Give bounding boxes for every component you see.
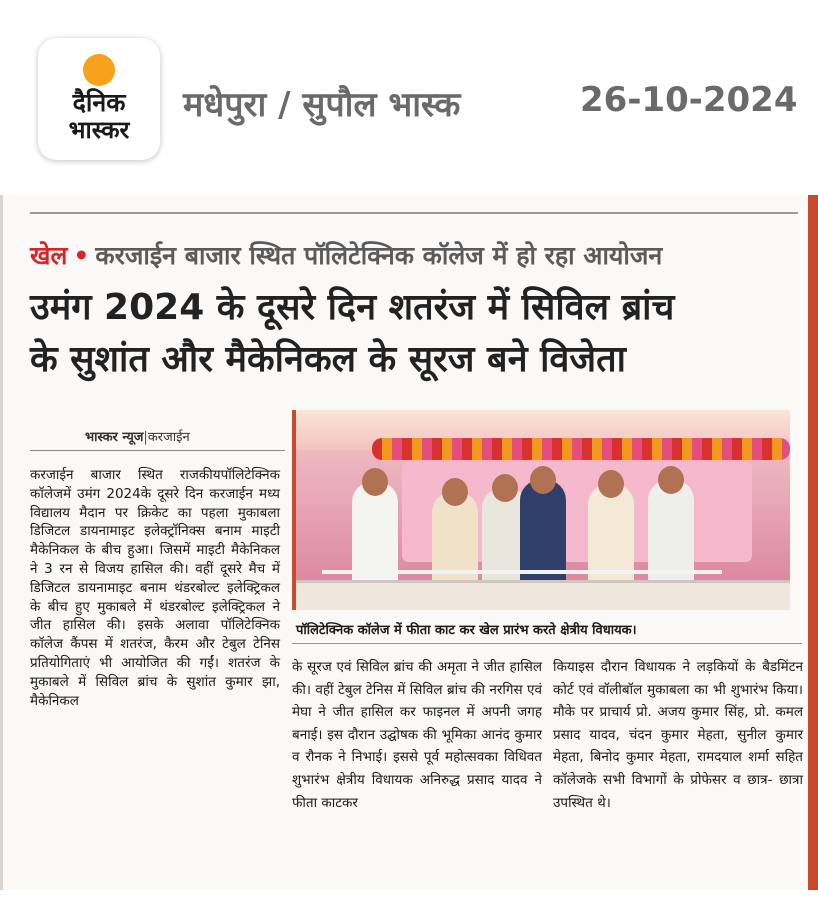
byline-source: भास्कर न्यूज — [85, 430, 144, 445]
edition-title: मधेपुरा / सुपौल भास्क — [183, 85, 461, 125]
bullet-dot-icon: • — [73, 241, 90, 270]
headline — [30, 282, 810, 386]
photo-garland — [372, 438, 790, 460]
byline-place: करजाईन — [147, 430, 190, 445]
photo-head — [442, 478, 468, 506]
article-column-3 — [553, 656, 803, 814]
photo-ribbon — [322, 570, 722, 574]
article-column-2 — [292, 656, 542, 814]
logo-text-line2: भास्कर — [68, 116, 130, 144]
logo-sun-icon — [83, 54, 115, 86]
photo-person — [520, 480, 566, 592]
photo-caption: पॉलिटेक्निक कॉलेज में फीता काट कर खेल प्रारंभ करते क्षेत्रीय विधायक। — [296, 623, 637, 638]
photo-head — [492, 474, 518, 502]
byline-separator: | — [143, 430, 148, 445]
photo-person — [588, 484, 634, 592]
logo-text-line1: दैनिक — [72, 88, 126, 117]
photo-person — [432, 492, 478, 592]
edition-date: 26-10-2024 — [580, 80, 798, 120]
byline-divider — [30, 450, 285, 451]
column2-text: के सूरज एवं सिविल ब्रांच की अमृता ने जीत हासिल की। वहीं टेबुल टेनिस में सिविल ब्रांच की नरगिस एवं मेघा ने जीत हासिल कर फाइनल में अपनी जगह बनाई। इस दौरान उद्घोषक की भूमिका आनंद कुमार व रौनक ने निभाई। इससे पूर्व महोत्सवका विधिवत शुभारंभ क्षेत्रीय विधायक अनिरुद्ध प्रसाद यादव ने फीता काटकर — [292, 659, 542, 811]
dainik-bhaskar-logo-icon[interactable] — [38, 38, 160, 160]
headline-line1: उमंग 2024 के दूसरे दिन शतरंज में सिविल ब्रांच — [30, 287, 675, 328]
photo-person — [648, 480, 694, 592]
kicker — [30, 238, 662, 272]
photo-head — [658, 466, 684, 494]
photo-table — [292, 580, 790, 610]
kicker-text: करजाईन बाजार स्थित पॉलिटेक्निक कॉलेज में हो रहा आयोजन — [95, 241, 663, 270]
article-photo — [292, 410, 790, 610]
app-header — [0, 0, 818, 195]
section-label: खेल — [30, 241, 68, 270]
photo-head — [598, 470, 624, 498]
byline — [85, 427, 190, 445]
column1-text: करजाईन बाजार स्थित राजकीयपॉलिटेक्निक कॉलेजमें उमंग 2024के दूसरे दिन करजाईन मध्य विद्यालय मैदान पर क्रिकेट का पहला मुकाबला डिजिटल डायनामाइट इलेक्ट्रॉनिक्स बनाम माइटी मैकेनिकल के बीच हुआ। जिसमें माइटी मैकेनिकल ने 3 रन से विजय हासिल की। वहीं दूसरे मैच में डिजिटल डायनामाइट बनाम थंडरबोल्ट इलेक्ट्रिकल के बीच हुए मुकाबले में थंडरबोल्ट इलेक्ट्रिकल ने जीत हासिल की। इसके अलावा पॉलिटेक्निक कॉलेज कैंपस में शतरंज, कैरम और टेबुल टेनिस प्रतियोगिताएं भी आयोजित की गईं। शतरंज के मुकाबले में सिविल ब्रांच के सुशांत कुमार झा, मैकेनिकल — [30, 467, 280, 709]
photo-head — [530, 466, 556, 494]
photo-border — [292, 410, 296, 610]
top-rule-divider — [30, 212, 798, 214]
bottom-margin — [0, 890, 818, 914]
article-column-1 — [30, 466, 280, 710]
column3-text: कियाइस दौरान विधायक ने लड़कियों के बैडमिंटन कोर्ट एवं वॉलीबॉल मुकाबला का भी शुभारंभ किया। मौके पर प्राचार्य प्रो. अजय कुमार सिंह, प्रो. कमल प्रसाद यादव, चंदन कुमार मेहता, सुनील कुमार मेहता, बिनोद कुमार मेहता, रामदयाल शर्मा सहित कॉलेजके सभी विभागों के प्रोफेसर व छात्र- छात्रा उपस्थित थे। — [553, 659, 803, 811]
photo-person — [352, 482, 398, 592]
headline-line2: के सुशांत और मैकेनिकल के सूरज बने विजेता — [30, 339, 626, 380]
photo-head — [362, 468, 388, 496]
caption-divider — [292, 643, 802, 644]
clipping-edge-left — [0, 195, 3, 890]
